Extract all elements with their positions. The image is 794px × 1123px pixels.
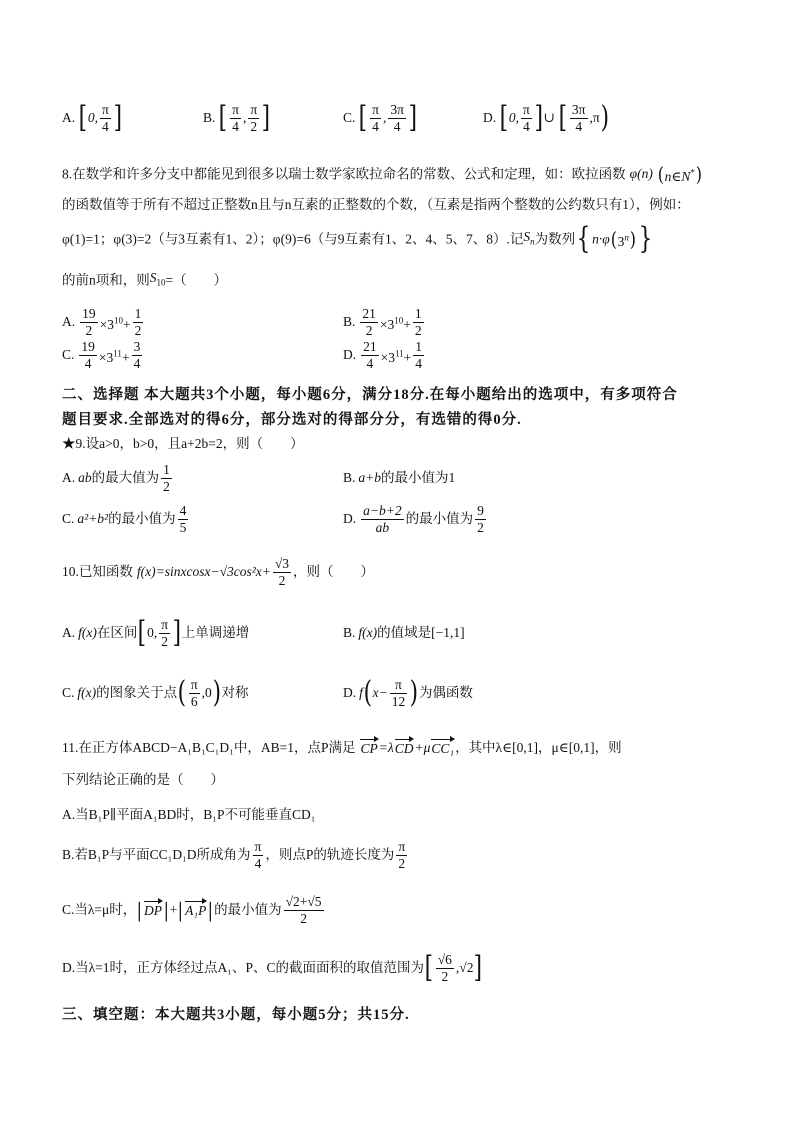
fraction [100, 102, 111, 135]
stem-text: ，则（ ） [293, 564, 375, 579]
exponent: 11 [113, 348, 122, 358]
right-bracket: ] [534, 100, 543, 135]
range-interval: [−1,1] [431, 625, 465, 640]
numerator: π [395, 676, 402, 692]
right-bracket: ] [474, 950, 483, 985]
interval-end: ,π [589, 110, 600, 125]
option-label: D. [343, 511, 357, 526]
q10-option-d [343, 673, 473, 713]
option-text: 上单调递增 [181, 625, 250, 640]
option-label: D. [343, 347, 357, 363]
fraction [361, 503, 403, 536]
numerator: 9 [477, 502, 484, 518]
fraction [79, 339, 97, 372]
union-symbol: ∪ [543, 110, 559, 125]
separator: , [242, 110, 247, 125]
option-label: C. [343, 110, 356, 125]
interval-end: ,√2 [455, 960, 474, 975]
stem-text: ★9.设a>0，b>0，且a+2b=2，则（ ） [62, 436, 304, 451]
q9-option-a [62, 458, 174, 498]
fraction [161, 462, 172, 495]
denominator: 4 [253, 855, 264, 872]
fraction [132, 339, 143, 372]
fraction [413, 339, 424, 372]
function-definition: f(x)=sinxcosx−√3cos²x+ [136, 564, 271, 579]
numerator: √3 [274, 555, 290, 571]
condition-text: n∈N [664, 168, 691, 184]
fraction [284, 894, 324, 927]
numerator: 3π [571, 101, 586, 117]
option-label: A. [62, 110, 76, 125]
denominator: 4 [415, 355, 423, 371]
function-name: f(x) [77, 685, 97, 700]
power-term [99, 350, 130, 365]
option-label: B. [343, 625, 356, 640]
denominator: 2 [163, 478, 170, 494]
option-text: 的最小值为 [405, 511, 474, 526]
fraction [248, 102, 259, 135]
plus-sign: + [121, 349, 130, 365]
denominator: 2 [477, 519, 484, 535]
abs-bar: | [163, 898, 170, 922]
plus-sign: + [403, 316, 411, 332]
abs-bar: | [178, 898, 184, 922]
option-label: A. [62, 625, 76, 640]
vector-dp: DP [144, 903, 163, 919]
denominator: 2 [414, 322, 422, 338]
numerator: π [190, 676, 198, 692]
denominator: 5 [179, 519, 187, 535]
fraction [230, 102, 241, 135]
fraction [178, 503, 189, 536]
section-heading: 三、填空题：本大题共3小题，每小题5分；共15分. [62, 1007, 410, 1023]
option-text: 的最大值为 [91, 470, 160, 485]
left-brace: { [576, 221, 591, 257]
interval-start: 0, [147, 625, 158, 640]
fraction [273, 556, 291, 589]
numerator: π [101, 101, 109, 117]
option-label: A. [62, 470, 76, 485]
math-expression: ab [78, 470, 92, 485]
numerator: 4 [179, 502, 187, 518]
numerator: a−b+2 [363, 502, 402, 518]
math-expression: a²+b² [77, 511, 109, 526]
right-paren: ) [212, 675, 221, 710]
euler-function: φ(n) [629, 166, 653, 182]
fraction [361, 339, 379, 372]
denominator: 6 [189, 693, 200, 710]
superscript: * [690, 167, 695, 177]
exponent: 10 [114, 315, 123, 325]
q10-option-a [62, 613, 249, 653]
option-label: D. [343, 685, 357, 700]
left-bracket: [ [499, 100, 509, 135]
q8-stem-line-4 [62, 258, 227, 298]
fraction [475, 503, 486, 536]
answer-blank: =（ ） [165, 272, 228, 288]
option-label: A. [62, 314, 76, 330]
denominator: 2 [360, 322, 378, 339]
interval-start: 0, [508, 110, 519, 125]
denominator: 2 [248, 118, 259, 135]
left-paren: ( [657, 162, 664, 187]
plus-sign: + [123, 316, 131, 332]
power-term [618, 234, 629, 249]
fraction [396, 839, 407, 872]
denominator: 4 [570, 118, 588, 135]
denominator: 2 [159, 633, 170, 650]
q11-stem-line-2 [62, 760, 224, 800]
power-term [100, 317, 131, 332]
vector-cd: CD [394, 741, 414, 757]
option-text: 的值域是 [377, 625, 432, 640]
option-text: 为偶函数 [418, 685, 473, 700]
numerator: π [254, 838, 262, 854]
point-coordinate: ,0 [201, 685, 212, 700]
denominator: 2 [396, 855, 407, 872]
power-term [381, 350, 412, 365]
right-paren: ) [409, 675, 419, 710]
fraction [370, 102, 381, 135]
stem-text: 10.已知函数 [62, 564, 133, 579]
equals-lambda: =λ [378, 740, 394, 755]
numerator: 1 [163, 461, 170, 477]
option-label: B. [343, 314, 356, 330]
left-bracket: [ [359, 100, 368, 135]
multiplier: ×3 [379, 316, 395, 332]
option-text: 对称 [221, 685, 249, 700]
exponent: 10 [394, 315, 404, 325]
q11-option-b [62, 835, 409, 875]
option-text: D.当λ=1时，正方体经过点A₁、P、C的截面面积的取值范围为 [62, 960, 425, 975]
fraction [159, 617, 170, 650]
plus-sign: + [403, 349, 412, 365]
section-heading: 题目要求.全部选对的得6分，部分选对的得部分分，有选错的得0分. [62, 412, 522, 428]
denominator: 4 [133, 355, 141, 371]
numerator: 1 [414, 305, 422, 321]
q7-option-d [483, 98, 609, 138]
numerator: 21 [362, 305, 376, 321]
right-bracket: ] [113, 100, 122, 135]
option-label: B. [203, 110, 216, 125]
option-label: C. [62, 685, 75, 700]
denominator: 12 [391, 693, 406, 709]
sum-letter: S [149, 270, 157, 285]
denominator: 4 [521, 118, 532, 135]
left-paren: ( [610, 227, 617, 252]
denominator: ab [361, 519, 403, 536]
plus-mu: +μ [414, 740, 431, 755]
denominator: 4 [361, 355, 379, 372]
fraction [189, 677, 200, 710]
option-text: ，则点P的轨迹长度为 [265, 847, 395, 862]
left-bracket: [ [558, 100, 568, 135]
function-name: f(x) [78, 625, 97, 640]
left-paren: ( [363, 675, 372, 710]
numerator: π [232, 101, 239, 117]
fraction [390, 677, 408, 710]
stem-text: 8.在数学和许多分支中都能见到很多以瑞士数学家欧拉命名的常数、公式和定理，如：欧拉函数 [62, 166, 626, 182]
abs-bar: | [136, 898, 143, 922]
denominator: 2 [284, 910, 324, 927]
power-term [380, 317, 411, 332]
option-text: A.当B₁P∥平面A₁BD时，B₁P不可能垂直CD₁ [62, 807, 316, 822]
numerator: 21 [363, 338, 377, 354]
q9-option-b [343, 458, 455, 498]
sum-letter: S [523, 229, 531, 244]
math-expression: a+b [358, 470, 382, 485]
option-text: 在区间 [96, 625, 138, 640]
vector-cp: CP [360, 741, 378, 757]
stem-text: 11.在正方体ABCD−A₁B₁C₁D₁中，AB=1，点P满足 [62, 740, 356, 755]
option-text: 的图象关于点 [96, 685, 178, 700]
superscript: n [624, 232, 629, 243]
denominator: 4 [79, 355, 97, 372]
q11-option-d [62, 948, 483, 988]
denominator: 4 [100, 118, 111, 135]
left-paren: ( [177, 675, 187, 710]
numerator: π [522, 101, 530, 117]
interval-start: 0, [87, 110, 98, 125]
fraction [436, 952, 454, 985]
numerator: 19 [81, 338, 95, 354]
subscript: 10 [156, 277, 166, 288]
stem-text: φ(1)=1；φ(3)=2（与3互素有1、2）；φ(9)=6（与9互素有1、2、4、5、7、8）.记 [62, 231, 524, 247]
stem-text: 的函数值等于所有不超过正整数n且与n互素的正整数的个数，（互素是指两个整数的公约数只有1），例如： [62, 197, 690, 212]
option-label: B. [343, 470, 356, 485]
numerator: √2+√5 [285, 893, 322, 909]
q9-option-d [343, 499, 488, 539]
q8-option-d [343, 333, 426, 373]
separator: , [382, 110, 387, 125]
function-name: f [359, 685, 363, 700]
denominator: 2 [134, 322, 142, 338]
partial-sum-symbol [523, 229, 535, 247]
q7-option-b [203, 98, 271, 138]
right-paren: ) [629, 227, 636, 252]
abs-bar: | [208, 898, 214, 922]
denominator: 2 [436, 968, 454, 985]
vector-a1p: A₁P [185, 903, 207, 919]
denominator: 2 [80, 322, 98, 339]
right-paren: ) [695, 162, 702, 187]
q7-option-a [62, 98, 123, 138]
left-bracket: [ [78, 100, 88, 135]
left-bracket: [ [219, 100, 228, 135]
q11-option-c [62, 890, 326, 930]
fraction [521, 102, 532, 135]
option-text: B.若B₁P与平面CC₁D₁D所成角为 [62, 847, 251, 862]
numerator: 1 [134, 305, 142, 321]
fraction [570, 102, 588, 135]
option-label: D. [483, 110, 497, 125]
subscript: n [530, 236, 535, 247]
option-label: C. [62, 511, 75, 526]
q10-option-b [343, 613, 465, 653]
option-text: 的最小值为 [214, 902, 282, 917]
stem-text: ，其中λ∈[0,1]，μ∈[0,1]，则 [455, 740, 622, 755]
vector-cc1: CC₁ [431, 741, 455, 757]
option-text: C.当λ=μ时， [62, 902, 137, 917]
numerator: 1 [415, 338, 423, 354]
denominator: 4 [370, 118, 381, 135]
right-bracket: ] [172, 615, 182, 650]
denominator: 4 [388, 118, 406, 135]
numerator: π [398, 838, 406, 854]
multiplier: ×3 [380, 349, 395, 365]
numerator: 3 [133, 338, 141, 354]
right-brace: } [638, 221, 653, 257]
stem-text: 为数列 [534, 231, 576, 247]
multiplier: ×3 [99, 316, 114, 332]
numerator: π [161, 616, 169, 632]
argument: x− [372, 685, 388, 700]
option-text: 的最小值为 [108, 511, 176, 526]
multiplier: ×3 [98, 349, 114, 365]
q10-stem [62, 552, 374, 592]
numerator: 19 [82, 305, 96, 321]
q9-option-c [62, 499, 190, 539]
stem-text: 下列结论正确的是（ ） [62, 772, 224, 787]
numerator: √6 [437, 951, 452, 967]
denominator: 2 [273, 572, 291, 589]
section-heading: 二、选择题 本大题共3个小题，每小题6分，满分18分.在每小题给出的选项中，有多项符合 [62, 387, 678, 403]
fraction [253, 839, 264, 872]
q11-option-a [62, 795, 315, 835]
left-bracket: [ [424, 950, 434, 985]
sequence-term: n·φ [592, 231, 610, 247]
left-bracket: [ [138, 615, 147, 650]
option-text: 的最小值为1 [381, 470, 456, 485]
q7-option-c [343, 98, 418, 138]
numerator: π [250, 101, 258, 117]
function-name: f(x) [358, 625, 378, 640]
section-3-heading [62, 995, 410, 1035]
right-bracket: ] [261, 100, 271, 135]
base: 3 [617, 233, 625, 249]
exponent: 11 [395, 348, 404, 358]
denominator: 4 [230, 118, 241, 135]
q8-stem-line-3 [62, 217, 654, 257]
domain-condition [665, 169, 695, 184]
option-label: C. [62, 347, 75, 363]
numerator: 3π [390, 101, 404, 117]
right-paren: ) [600, 100, 609, 135]
numerator: π [372, 101, 379, 117]
q8-option-c [62, 333, 144, 373]
q10-option-c [62, 673, 249, 713]
right-bracket: ] [408, 100, 417, 135]
partial-sum-symbol [149, 270, 166, 288]
stem-text: 的前n项和，则 [62, 272, 150, 288]
plus-sign: + [169, 902, 178, 917]
fraction [388, 102, 406, 135]
